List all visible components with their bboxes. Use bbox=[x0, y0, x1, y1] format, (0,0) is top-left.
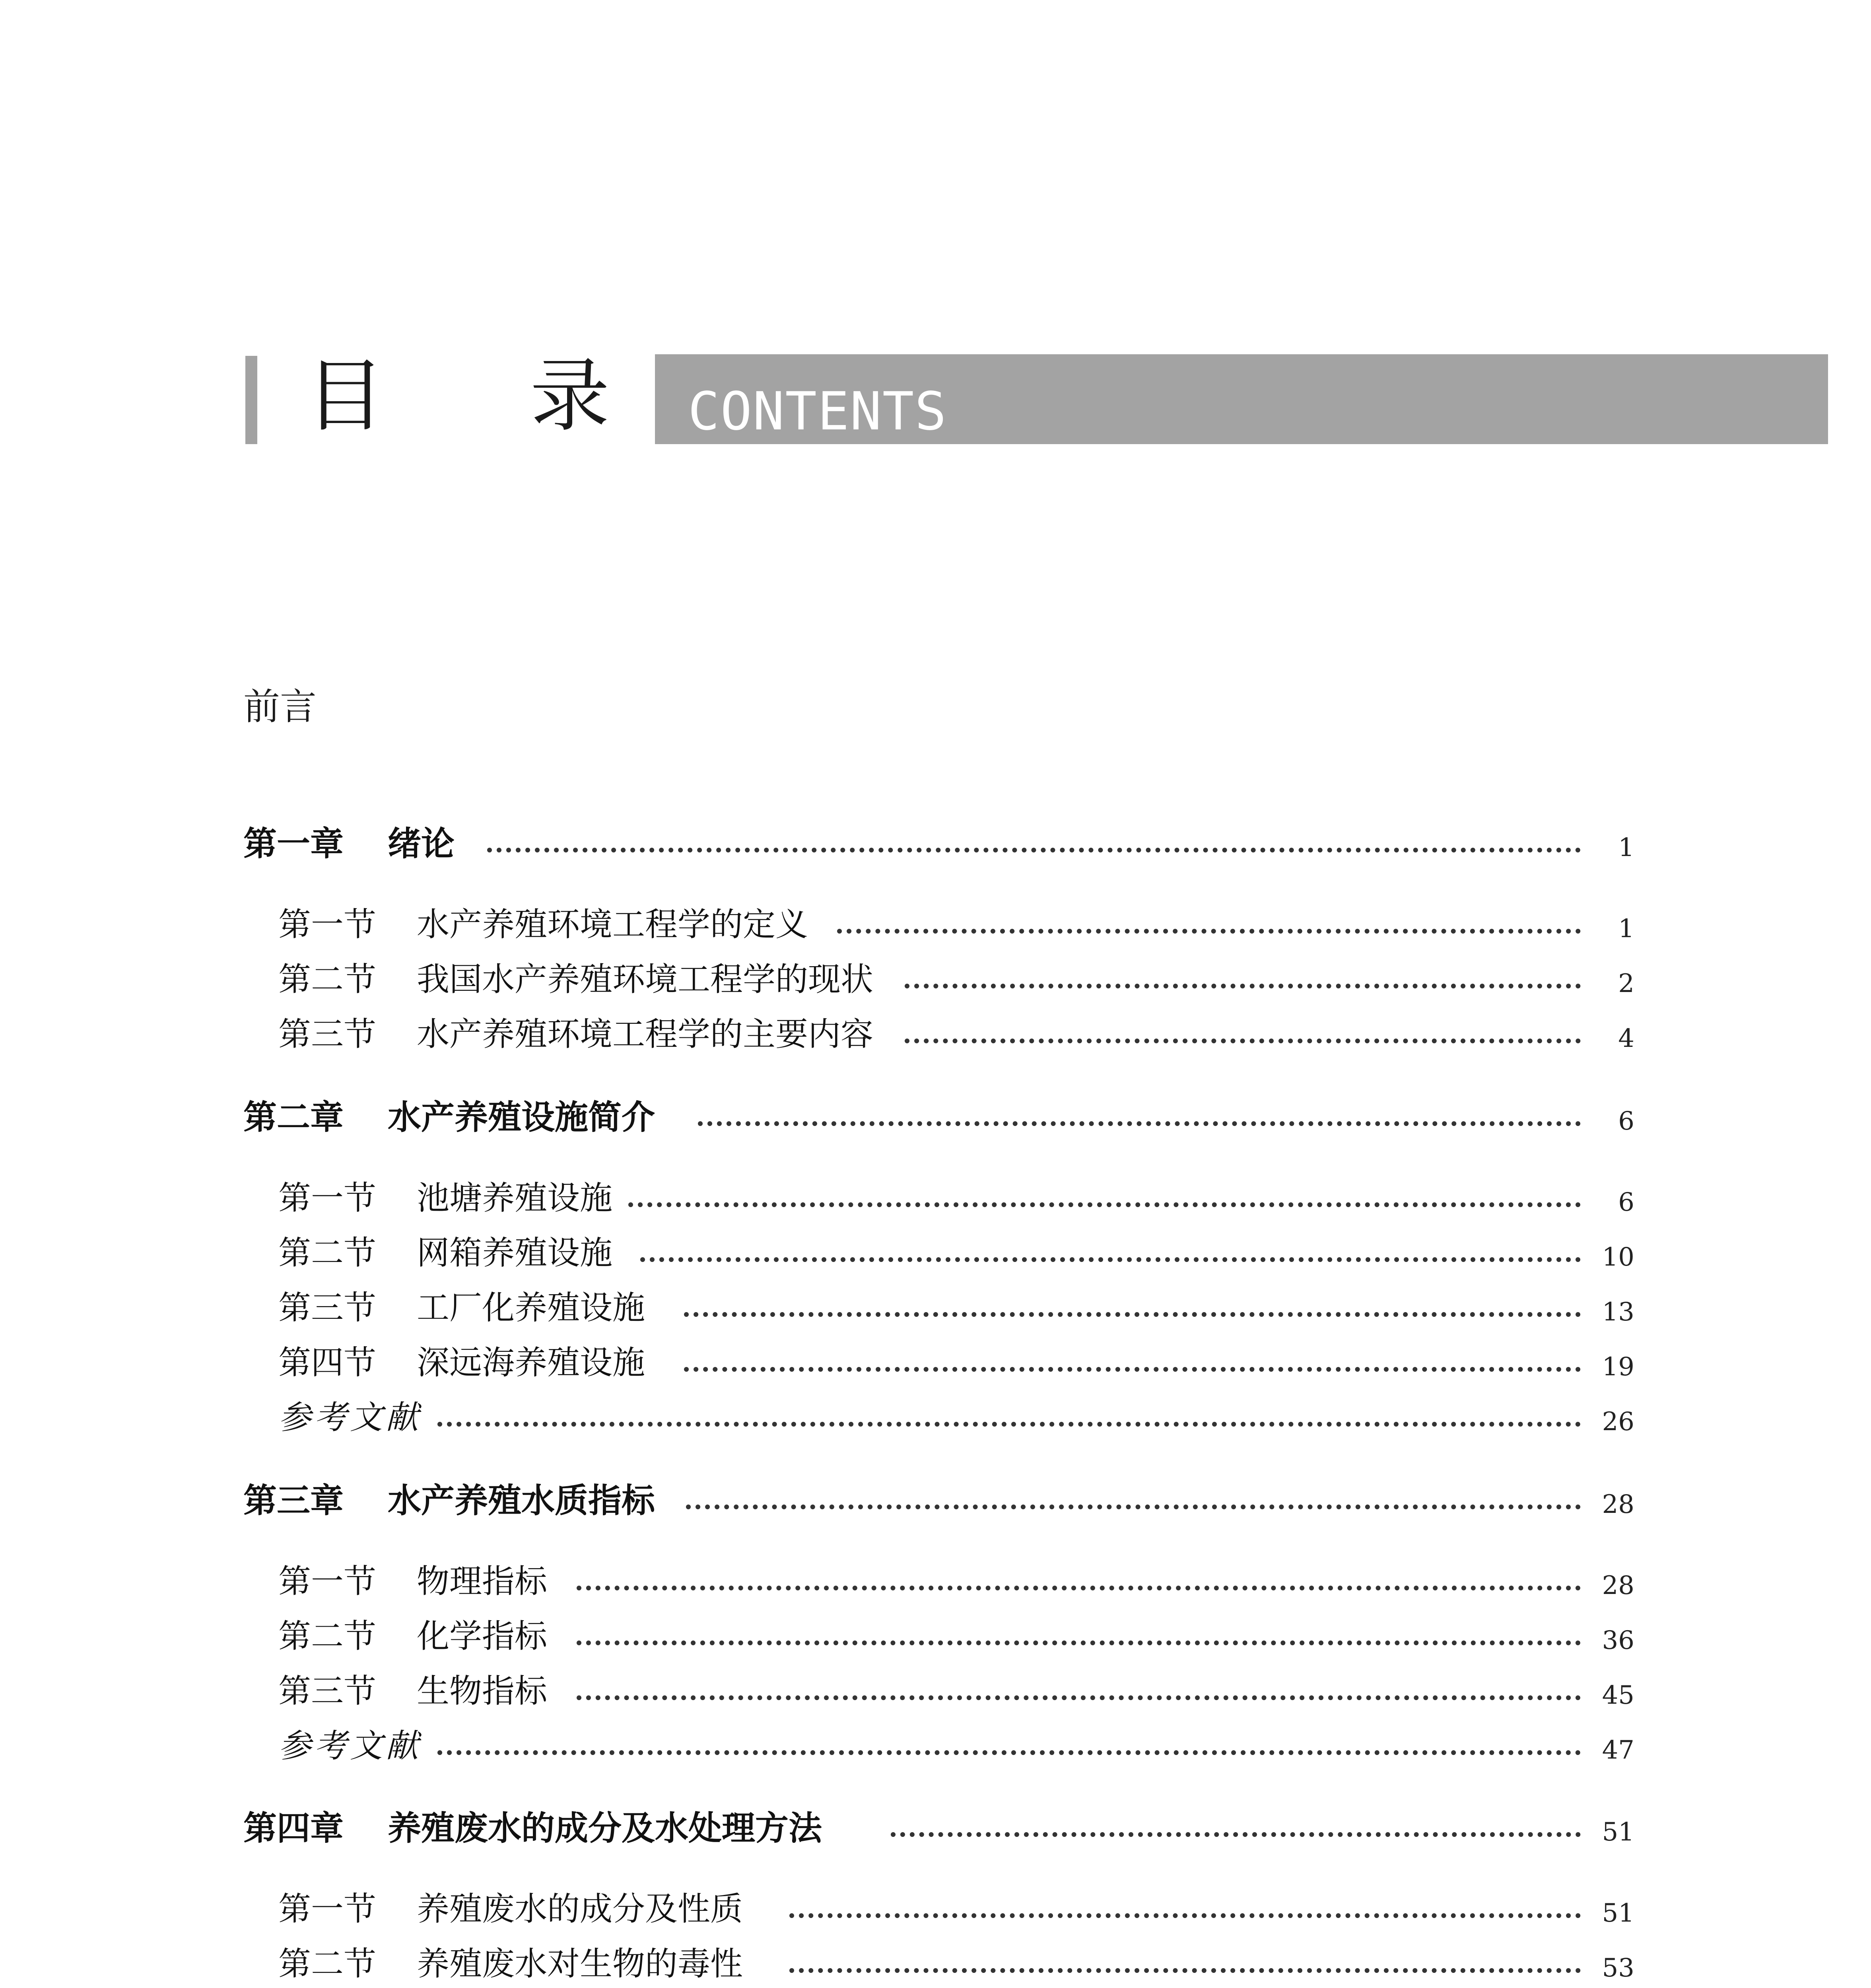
toc-entry-number: 第三章 bbox=[243, 1481, 344, 1520]
toc-entry-section[interactable] bbox=[0, 1011, 1871, 1058]
toc-entry-page: 10 bbox=[1602, 1242, 1634, 1272]
toc-entry-page: 53 bbox=[1602, 1953, 1634, 1983]
toc-entry-chapter[interactable] bbox=[0, 1093, 1871, 1141]
toc-entry-number: 第二节 bbox=[278, 1234, 377, 1272]
toc-entry-page: 2 bbox=[1618, 969, 1634, 998]
dot-leader bbox=[640, 1257, 1581, 1262]
toc-entry-number: 第二节 bbox=[278, 1617, 377, 1655]
toc-entry-number: 第三节 bbox=[278, 1015, 377, 1053]
dot-leader bbox=[577, 1695, 1581, 1700]
toc-entry-page: 28 bbox=[1602, 1490, 1634, 1519]
dot-leader bbox=[905, 1039, 1581, 1043]
toc-entry-page: 6 bbox=[1618, 1188, 1634, 1217]
toc-entry-number: 第一节 bbox=[278, 1179, 377, 1217]
toc-entry-number: 第一节 bbox=[278, 1890, 377, 1928]
dot-leader bbox=[577, 1586, 1581, 1590]
toc-entry-section[interactable] bbox=[0, 1668, 1871, 1715]
toc-entry-number: 第二节 bbox=[278, 1945, 377, 1983]
dot-leader bbox=[684, 1367, 1581, 1372]
toc-entry-section[interactable] bbox=[0, 1940, 1871, 1988]
dot-leader bbox=[437, 1750, 1581, 1755]
toc-entry-chapter[interactable] bbox=[0, 1804, 1871, 1852]
toc-entry-number: 参考文献 bbox=[278, 1399, 422, 1437]
toc-entry-title: 养殖废水的成分及性质 bbox=[417, 1890, 743, 1928]
toc-entry-title: 网箱养殖设施 bbox=[417, 1234, 613, 1272]
toc-preface[interactable]: 前言 bbox=[243, 685, 317, 728]
toc-entry-section[interactable] bbox=[0, 1558, 1871, 1606]
toc-entry-page: 45 bbox=[1602, 1681, 1634, 1710]
toc-entry-title: 池塘养殖设施 bbox=[417, 1179, 613, 1217]
page-title-char-1: 目 bbox=[305, 350, 385, 443]
dot-leader bbox=[487, 848, 1581, 852]
toc-entry-section[interactable] bbox=[0, 956, 1871, 1004]
toc-entry-section[interactable] bbox=[0, 1229, 1871, 1277]
toc-entry-page: 51 bbox=[1602, 1899, 1634, 1928]
toc-entry-title: 养殖废水对生物的毒性 bbox=[417, 1945, 743, 1983]
toc-entry-number: 第一节 bbox=[278, 906, 377, 944]
dot-leader bbox=[891, 1832, 1581, 1837]
toc-entry-title: 水产养殖水质指标 bbox=[388, 1481, 655, 1520]
toc-entry-page: 47 bbox=[1602, 1736, 1634, 1765]
toc-entry-title: 我国水产养殖环境工程学的现状 bbox=[417, 961, 874, 998]
toc-entry-page: 26 bbox=[1602, 1407, 1634, 1437]
dot-leader bbox=[789, 1913, 1581, 1918]
toc-entry-title: 深远海养殖设施 bbox=[417, 1344, 645, 1382]
toc-entry-chapter[interactable] bbox=[0, 820, 1871, 868]
toc-entry-number: 第四章 bbox=[243, 1809, 344, 1848]
toc-entry-title: 水产养殖环境工程学的定义 bbox=[417, 906, 808, 944]
toc-entry-number: 第二章 bbox=[243, 1098, 344, 1137]
dot-leader bbox=[684, 1312, 1581, 1317]
dot-leader bbox=[789, 1968, 1581, 1973]
dot-leader bbox=[698, 1121, 1581, 1126]
toc-entry-title: 水产养殖设施简介 bbox=[388, 1098, 655, 1137]
toc-entry-page: 28 bbox=[1602, 1571, 1634, 1600]
dot-leader bbox=[628, 1202, 1581, 1207]
toc-entry-number: 第一节 bbox=[278, 1563, 377, 1600]
toc-entry-title: 化学指标 bbox=[417, 1617, 548, 1655]
toc-entry-section[interactable] bbox=[0, 1339, 1871, 1387]
toc-entry-number: 第一章 bbox=[243, 824, 344, 863]
page-title-english: CONTENTS bbox=[688, 381, 947, 442]
toc-entry-title: 物理指标 bbox=[417, 1563, 548, 1600]
toc-entry-number: 第三节 bbox=[278, 1289, 377, 1327]
toc-entry-title: 养殖废水的成分及水处理方法 bbox=[388, 1809, 822, 1848]
dot-leader bbox=[905, 984, 1581, 988]
toc-entry-section[interactable] bbox=[0, 1284, 1871, 1332]
dot-leader bbox=[686, 1505, 1581, 1509]
title-accent-bar bbox=[245, 356, 257, 444]
toc-entry-references[interactable] bbox=[0, 1394, 1871, 1442]
toc-entry-page: 13 bbox=[1602, 1297, 1634, 1327]
toc-entry-page: 6 bbox=[1618, 1107, 1634, 1136]
toc-entry-number: 第四节 bbox=[278, 1344, 377, 1382]
page-title-char-2: 录 bbox=[530, 350, 610, 443]
toc-entry-title: 工厂化养殖设施 bbox=[417, 1289, 645, 1327]
toc-entry-number: 第三节 bbox=[278, 1672, 377, 1710]
dot-leader bbox=[437, 1422, 1581, 1427]
toc-entry-title: 水产养殖环境工程学的主要内容 bbox=[417, 1015, 874, 1053]
toc-entry-section[interactable] bbox=[0, 1175, 1871, 1222]
toc-entry-page: 4 bbox=[1618, 1024, 1634, 1053]
toc-entry-title: 生物指标 bbox=[417, 1672, 548, 1710]
toc-entry-section[interactable] bbox=[0, 1613, 1871, 1660]
toc-entry-page: 51 bbox=[1602, 1817, 1634, 1847]
toc-entry-section[interactable] bbox=[0, 1885, 1871, 1933]
toc-entry-references[interactable] bbox=[0, 1722, 1871, 1770]
toc-entry-page: 19 bbox=[1602, 1352, 1634, 1382]
dot-leader bbox=[837, 929, 1581, 934]
toc-entry-page: 36 bbox=[1602, 1626, 1634, 1655]
toc-entry-number: 第二节 bbox=[278, 961, 377, 998]
toc-entry-page: 1 bbox=[1618, 914, 1634, 944]
dot-leader bbox=[577, 1640, 1581, 1645]
toc-entry-title: 绪论 bbox=[388, 824, 455, 863]
toc-entry-number: 参考文献 bbox=[278, 1727, 422, 1765]
toc-entry-page: 1 bbox=[1618, 833, 1634, 862]
toc-entry-section[interactable] bbox=[0, 901, 1871, 949]
toc-entry-chapter[interactable] bbox=[0, 1477, 1871, 1524]
